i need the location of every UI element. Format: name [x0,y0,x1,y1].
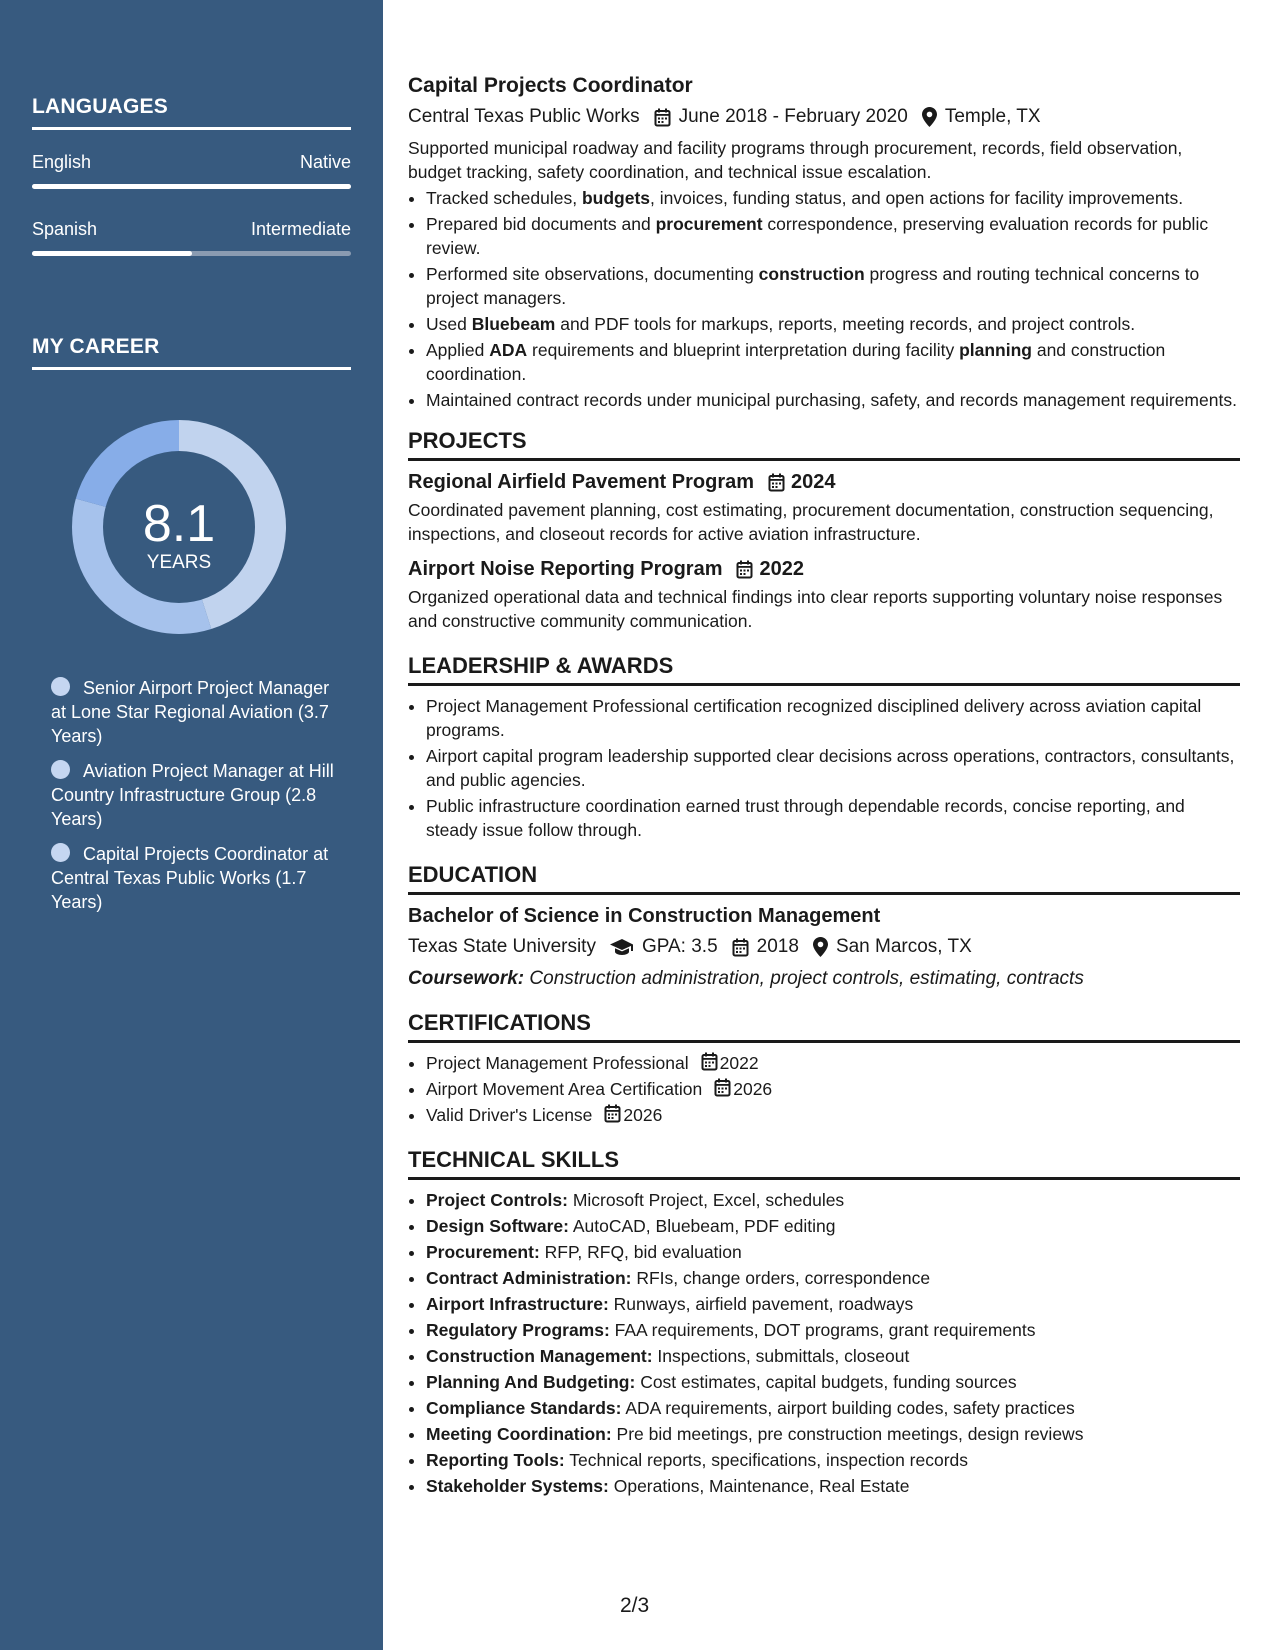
certification-item [426,1077,1240,1101]
career-donut-chart [0,400,383,660]
graduation-cap-icon [610,938,634,956]
certification-item [426,1051,1240,1075]
calendar-icon [701,1052,718,1071]
project-year: 2022 [759,558,804,580]
skill-value: Inspections, submittals, closeout [652,1346,910,1366]
skill-label: Procurement: [426,1242,540,1262]
skill-item [426,1318,1240,1342]
certifications-heading: CERTIFICATIONS [408,1010,1240,1043]
certification-year: 2026 [733,1079,773,1099]
job-bullet [426,212,1240,260]
skill-item [426,1188,1240,1212]
skills-heading: TECHNICAL SKILLS [408,1147,1240,1180]
skill-item [426,1240,1240,1264]
bullet-keyword: construction [758,264,865,284]
languages-heading: LANGUAGES [32,95,168,118]
calendar-icon [714,1078,731,1097]
skill-value: Microsoft Project, Excel, schedules [567,1190,845,1210]
skill-label: Contract Administration: [426,1268,632,1288]
bullet-text: Applied [426,340,490,360]
bullet-text: and PDF tools for markups, reports, meeting records, and project controls. [555,314,1136,334]
career-legend-label: Capital Projects Coordinator at Central Texas Public Works (1.7 Years) [51,844,329,912]
skill-value: FAA requirements, DOT programs, grant requirements [609,1320,1036,1340]
sidebar [0,0,383,1650]
certification-name: Valid Driver's License [426,1105,593,1125]
job-summary: Supported municipal roadway and facility programs through procurement, records, field observation, budget tracking, safety coordination, and technical issue escalation. [408,138,1183,182]
project-title: Airport Noise Reporting Program [408,558,723,580]
career-legend-item [51,842,341,914]
education-heading: EDUCATION [408,862,1240,895]
skill-label: Airport Infrastructure: [426,1294,609,1314]
skill-label: Design Software: [426,1216,569,1236]
project-description: Organized operational data and technical findings into clear reports supporting voluntary noise responses and constructive community communication. [408,587,1223,631]
education-school: Texas State University [408,936,596,957]
skill-value: Pre bid meetings, pre construction meetings, design reviews [611,1424,1084,1444]
project-year: 2024 [791,471,836,493]
certifications-list [408,1051,1240,1127]
education-gpa: GPA: 3.5 [641,936,718,957]
bullet-keyword: ADA [489,340,528,360]
skill-label: Reporting Tools: [426,1450,565,1470]
certification-year: 2026 [623,1105,663,1125]
job-meta [408,106,1240,128]
bullet-text: Prepared bid documents and [426,214,656,234]
bullet-text: correspondence, preserving evaluation records for public review. [426,214,1209,258]
career-unit: YEARS [146,552,212,573]
languages-section [32,95,351,256]
bullet-keyword: Bluebeam [471,314,556,334]
bullet-text: Maintained contract records under municipal purchasing, safety, and records management requirements. [426,390,1237,410]
skill-label: Meeting Coordination: [426,1424,612,1444]
leadership-list [408,694,1240,842]
leadership-item: • Project Management Professional certification recognized disciplined delivery across aviation capital programs. [426,694,1240,742]
job-bullets [408,186,1240,412]
skill-item [426,1292,1240,1316]
bullet-text: requirements and blueprint interpretation during facility [527,340,960,360]
skill-item [426,1266,1240,1290]
skill-value: Operations, Maintenance, Real Estate [608,1476,910,1496]
project-item [408,471,1240,546]
skill-value: RFIs, change orders, correspondence [631,1268,931,1288]
job-employer: Central Texas Public Works [408,106,640,127]
project-item [408,558,1240,633]
legend-dot [51,760,70,779]
location-pin-icon [922,107,937,127]
coursework-label: Coursework: [408,968,525,989]
bullet-text: and construction coordination. [426,340,1166,384]
skill-label: Compliance Standards: [426,1398,622,1418]
skill-item [426,1448,1240,1472]
location-pin-icon [813,937,828,957]
bullet-keyword: budgets [581,188,651,208]
job-dates: June 2018 - February 2020 [678,106,908,127]
job-bullet [426,262,1240,310]
career-legend-label: Aviation Project Manager at Hill Country Infrastructure Group (2.8 Years) [51,761,334,829]
language-proficiency-fill [32,251,192,256]
job-bullet [426,186,1240,210]
bullet-text: Tracked schedules, [426,188,582,208]
main-content [408,74,1240,1500]
education-entry [408,905,1240,990]
job-title: Capital Projects Coordinator [408,74,693,97]
education-year: 2018 [756,936,799,957]
skill-item [426,1214,1240,1238]
language-level: Native [299,152,351,172]
career-section [32,335,351,370]
bullet-keyword: planning [959,340,1032,360]
legend-dot [51,843,70,862]
calendar-icon [604,1104,621,1123]
skill-value: Runways, airfield pavement, roadways [608,1294,914,1314]
certification-name: Project Management Professional [426,1053,689,1073]
skill-item [426,1422,1240,1446]
language-english [32,152,351,189]
job-location: Temple, TX [944,106,1041,127]
job-bullet [426,338,1240,386]
skill-label: Regulatory Programs: [426,1320,610,1340]
bullet-text: , invoices, funding status, and open actions for facility improvements. [650,188,1184,208]
calendar-icon [736,560,753,579]
language-proficiency-bar [32,184,351,189]
skill-value: AutoCAD, Bluebeam, PDF editing [568,1216,836,1236]
skill-label: Construction Management: [426,1346,653,1366]
certification-year: 2022 [719,1053,759,1073]
career-legend-item [51,676,341,748]
certification-name: Airport Movement Area Certification [426,1079,703,1099]
skill-value: Technical reports, specifications, inspection records [564,1450,969,1470]
language-name: Spanish [32,219,98,239]
career-legend [51,676,341,925]
coursework-text: Construction administration, project controls, estimating, contracts [524,968,1084,989]
bullet-text: progress and routing technical concerns to project managers. [426,264,1200,308]
skill-item [426,1370,1240,1394]
job-bullet [426,388,1240,412]
calendar-icon [654,108,671,127]
skill-label: Project Controls: [426,1190,568,1210]
calendar-icon [768,473,785,492]
skills-list [408,1188,1240,1498]
calendar-icon [732,938,749,957]
job-bullet [426,312,1240,336]
bullet-keyword: procurement [655,214,763,234]
skill-value: ADA requirements, airport building codes, safety practices [621,1398,1075,1418]
skill-label: Planning And Budgeting: [426,1372,636,1392]
leadership-item: • Airport capital program leadership supported clear decisions across operations, contractors, consultants, and public agencies. [426,744,1240,792]
project-description: Coordinated pavement planning, cost estimating, procurement documentation, construction sequencing, inspections, and closeout records for active aviation infrastructure. [408,500,1214,544]
skill-item [426,1474,1240,1498]
certification-item [426,1103,1240,1127]
career-heading: MY CAREER [32,335,160,358]
education-meta [408,936,1240,958]
languages-rule [32,127,351,130]
language-name: English [32,152,92,172]
bullet-text: Used [426,314,472,334]
language-proficiency-fill [32,184,351,189]
skill-item [426,1396,1240,1420]
skill-item [426,1344,1240,1368]
education-location: San Marcos, TX [835,936,972,957]
language-proficiency-bar [32,251,351,256]
education-coursework [408,968,1240,990]
project-title: Regional Airfield Pavement Program [408,471,755,493]
education-degree: Bachelor of Science in Construction Management [408,905,881,927]
language-level: Intermediate [250,219,351,239]
leadership-heading: LEADERSHIP & AWARDS [408,653,1240,686]
legend-dot [51,677,70,696]
language-spanish [32,219,351,256]
career-legend-item [51,759,341,831]
projects-heading: PROJECTS [408,428,1240,461]
bullet-text: Performed site observations, documenting [426,264,759,284]
leadership-item: • Public infrastructure coordination earned trust through dependable records, concise reporting, and steady issue follow through. [426,794,1240,842]
career-legend-label: Senior Airport Project Manager at Lone Star Regional Aviation (3.7 Years) [51,678,330,746]
skill-label: Stakeholder Systems: [426,1476,609,1496]
skill-value: Cost estimates, capital budgets, funding sources [635,1372,1017,1392]
career-total: 8.1 [142,495,216,553]
skill-value: RFP, RFQ, bid evaluation [539,1242,742,1262]
career-rule [32,367,351,370]
experience-entry [408,74,1240,412]
page-number: 2/3 [620,1594,650,1617]
